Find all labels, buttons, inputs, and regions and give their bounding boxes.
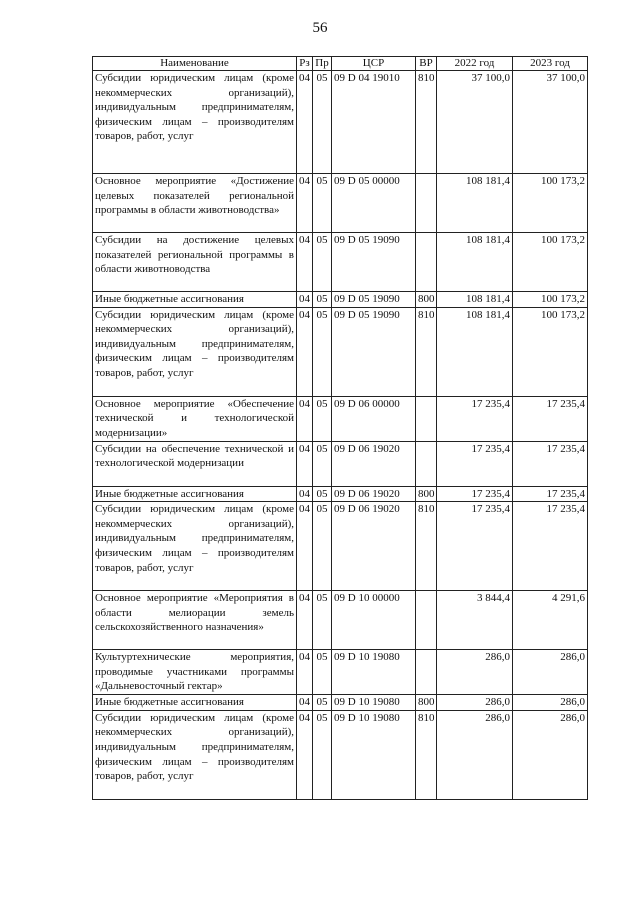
row-rz: 04 [297,441,313,486]
row-vr: 800 [416,486,437,502]
row-2022: 17 235,4 [437,396,513,441]
table-row [93,502,588,591]
row-csr: 09 D 06 00000 [332,396,416,441]
table-row [93,650,588,695]
row-pr: 05 [313,695,332,711]
column-header-name: Наименование [93,57,297,71]
column-header-csr: ЦСР [332,57,416,71]
row-csr: 09 D 04 19010 [332,71,416,174]
row-pr: 05 [313,307,332,396]
row-2023: 17 235,4 [513,502,588,591]
row-csr: 09 D 10 00000 [332,591,416,650]
row-2023: 286,0 [513,695,588,711]
row-name: Иные бюджетные ассигнования [93,292,297,308]
row-rz: 04 [297,396,313,441]
row-rz: 04 [297,695,313,711]
column-header-2022: 2022 год [437,57,513,71]
row-name: Основное мероприятие «Обеспечение технической и технологической модернизации» [93,396,297,441]
row-csr: 09 D 10 19080 [332,650,416,695]
row-2022: 17 235,4 [437,441,513,486]
row-csr: 09 D 05 19090 [332,307,416,396]
table-row [93,486,588,502]
table-row [93,292,588,308]
row-vr [416,441,437,486]
row-rz: 04 [297,486,313,502]
row-vr [416,174,437,233]
row-vr [416,396,437,441]
row-pr: 05 [313,441,332,486]
row-name: Субсидии юридическим лицам (кроме некоммерческих организаций), индивидуальным предпринимателям, физическим лицам – производителям товаров, работ, услуг [93,307,297,396]
row-vr: 800 [416,292,437,308]
table-header [93,57,588,71]
row-rz: 04 [297,710,313,799]
row-rz: 04 [297,233,313,292]
table-row [93,591,588,650]
row-pr: 05 [313,650,332,695]
row-2022: 108 181,4 [437,307,513,396]
row-rz: 04 [297,292,313,308]
column-header-2023: 2023 год [513,57,588,71]
row-2022: 17 235,4 [437,502,513,591]
row-name: Основное мероприятие «Достижение целевых показателей региональной программы в области животноводства» [93,174,297,233]
table-row [93,695,588,711]
row-2023: 100 173,2 [513,307,588,396]
row-pr: 05 [313,396,332,441]
row-2023: 17 235,4 [513,441,588,486]
row-name: Иные бюджетные ассигнования [93,486,297,502]
row-2023: 17 235,4 [513,486,588,502]
row-pr: 05 [313,292,332,308]
row-2023: 100 173,2 [513,292,588,308]
table-body [93,71,588,800]
row-pr: 05 [313,486,332,502]
row-pr: 05 [313,591,332,650]
row-vr: 800 [416,695,437,711]
row-csr: 09 D 06 19020 [332,502,416,591]
row-2023: 17 235,4 [513,396,588,441]
row-name: Основное мероприятие «Мероприятия в области мелиорации земель сельскохозяйственного назначения» [93,591,297,650]
row-name: Субсидии на достижение целевых показателей региональной программы в области животноводства [93,233,297,292]
row-pr: 05 [313,233,332,292]
table-row [93,71,588,174]
row-name: Субсидии юридическим лицам (кроме некоммерческих организаций), индивидуальным предпринимателям, физическим лицам – производителям товаров, работ, услуг [93,502,297,591]
row-csr: 09 D 05 00000 [332,174,416,233]
row-2023: 37 100,0 [513,71,588,174]
row-2022: 108 181,4 [437,292,513,308]
row-2023: 4 291,6 [513,591,588,650]
row-name: Субсидии юридическим лицам (кроме некоммерческих организаций), индивидуальным предпринимателям, физическим лицам – производителям товаров, работ, услуг [93,710,297,799]
row-2023: 286,0 [513,710,588,799]
column-header-rz: Рз [297,57,313,71]
row-pr: 05 [313,71,332,174]
row-vr: 810 [416,307,437,396]
row-rz: 04 [297,650,313,695]
table-row [93,396,588,441]
row-2022: 286,0 [437,695,513,711]
row-pr: 05 [313,502,332,591]
row-rz: 04 [297,591,313,650]
row-pr: 05 [313,174,332,233]
page-number: 56 [312,20,328,36]
row-csr: 09 D 10 19080 [332,695,416,711]
table-row [93,710,588,799]
row-2022: 17 235,4 [437,486,513,502]
row-2022: 286,0 [437,710,513,799]
row-vr: 810 [416,502,437,591]
row-name: Культуртехнические мероприятия, проводимые участниками программы «Дальневосточный гектар» [93,650,297,695]
row-2023: 100 173,2 [513,174,588,233]
row-rz: 04 [297,174,313,233]
column-header-vr: ВР [416,57,437,71]
row-csr: 09 D 05 19090 [332,292,416,308]
row-vr [416,591,437,650]
row-vr: 810 [416,71,437,174]
row-2023: 100 173,2 [513,233,588,292]
row-rz: 04 [297,307,313,396]
row-2022: 37 100,0 [437,71,513,174]
table-row [93,174,588,233]
row-name: Субсидии на обеспечение технической и технологической модернизации [93,441,297,486]
row-vr: 810 [416,710,437,799]
header-row [93,57,588,71]
row-2022: 108 181,4 [437,174,513,233]
budget-table [92,56,588,800]
table-row [93,307,588,396]
row-csr: 09 D 05 19090 [332,233,416,292]
row-csr: 09 D 06 19020 [332,486,416,502]
row-rz: 04 [297,502,313,591]
table-row [93,233,588,292]
table-row [93,441,588,486]
row-csr: 09 D 10 19080 [332,710,416,799]
row-2022: 108 181,4 [437,233,513,292]
row-name: Иные бюджетные ассигнования [93,695,297,711]
row-2023: 286,0 [513,650,588,695]
row-rz: 04 [297,71,313,174]
row-name: Субсидии юридическим лицам (кроме некоммерческих организаций), индивидуальным предпринимателям, физическим лицам – производителям товаров, работ, услуг [93,71,297,174]
row-2022: 3 844,4 [437,591,513,650]
row-csr: 09 D 06 19020 [332,441,416,486]
row-2022: 286,0 [437,650,513,695]
row-vr [416,233,437,292]
row-pr: 05 [313,710,332,799]
row-vr [416,650,437,695]
column-header-pr: Пр [313,57,332,71]
